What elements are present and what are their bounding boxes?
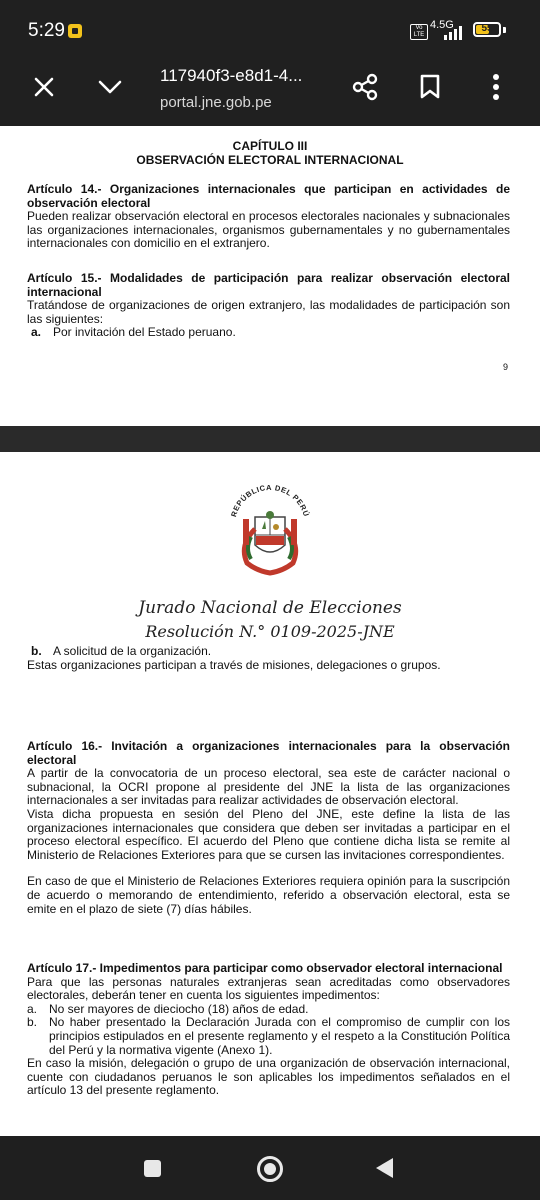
battery-icon xyxy=(473,22,501,37)
coat-of-arms-icon xyxy=(225,485,315,581)
seal-text: REPÚBLICA DEL PERÚ xyxy=(229,485,311,518)
network-type: 4.5G xyxy=(430,19,454,31)
list-item: a. Por invitación del Estado peruano. xyxy=(31,325,236,340)
article-17-closing: En caso la misión, delegación o grupo de una organización de observación internacional, cuente con ciudadanos peruanos le son aplicables los impedimentos señalados en el artículo 13 del presente reglamento. xyxy=(27,1056,510,1098)
more-options-button[interactable] xyxy=(476,67,516,107)
chapter-title: OBSERVACIÓN ELECTORAL INTERNACIONAL xyxy=(136,153,404,167)
chevron-down-icon xyxy=(97,78,123,96)
article-15-title: Artículo 15.- Modalidades de participación para realizar observación electoral internacional xyxy=(27,271,510,299)
status-time: 5:29 xyxy=(28,20,65,41)
share-button[interactable] xyxy=(345,67,385,107)
article-15-body: Tratándose de organizaciones de origen extranjero, las modalidades de participación son las siguientes: xyxy=(27,298,510,326)
close-button[interactable] xyxy=(24,67,64,107)
article-14-title: Artículo 14.- Organizaciones internacionales que participan en actividades de observación electoral xyxy=(27,182,510,210)
home-icon[interactable] xyxy=(257,1156,283,1182)
article-15-closing: Estas organizaciones participan a través de misiones, delegaciones o grupos. xyxy=(27,657,441,672)
article-17 xyxy=(27,962,510,1098)
article-17-body: Para que las personas naturales extranjeras sean acreditadas como observadores electorales, deberán tener en cuenta los siguientes impedimentos: xyxy=(27,974,510,1003)
list-item: a. No ser mayores de dieciocho (18) años de edad. xyxy=(27,1001,309,1016)
chapter-number: CAPÍTULO III xyxy=(232,139,308,153)
status-bar xyxy=(0,0,540,64)
article-15 xyxy=(27,272,510,340)
article-16-paragraph-3: En caso de que el Ministerio de Relaciones Exteriores requiera opinión para la suscripción de acuerdo o memorando de entendimiento, referido a observación electoral, esta se emite en el plazo de siete (7) días hábiles. xyxy=(27,874,510,916)
article-15-continued xyxy=(27,645,510,672)
article-14-body: Pueden realizar observación electoral en procesos electorales nacionales y subnacionales las organizaciones internacionales, organismos gubernamentales y no gubernamentales internacionales con domicilio en el extranjero. xyxy=(27,209,510,251)
article-16 xyxy=(27,740,510,916)
page-url: portal.jne.gob.pe xyxy=(160,94,272,111)
peru-coat-of-arms-logo xyxy=(0,485,540,586)
list-item: b. No haber presentado la Declaración Jurada con el compromiso de cumplir con los principios estipulados en el presente reglamento y el respeto a la Constitución Política del Perú y la normativa vigente (Anexo 1). xyxy=(27,1015,510,1057)
list-item: b. A solicitud de la organización. xyxy=(31,644,212,658)
article-16-title: Artículo 16.- Invitación a organizaciones internacionales para la observación electoral xyxy=(27,739,510,767)
pdf-page-9 xyxy=(0,126,540,426)
page-title: 117940f3-e8d1-4... xyxy=(160,66,303,85)
pdf-viewer[interactable] xyxy=(0,126,540,1136)
bookmark-button[interactable] xyxy=(410,67,450,107)
signal-icon xyxy=(444,26,466,40)
close-icon xyxy=(33,76,55,98)
minimize-button[interactable] xyxy=(90,67,130,107)
back-icon[interactable] xyxy=(376,1158,393,1178)
article-16-paragraph-2: Vista dicha propuesta en sesión del Pleno del JNE, este define la lista de las organizaciones internacionales que considera que deben ser invitadas a participar en el proceso electoral específico. El acuerdo del Pleno que contiene dicha lista se remite al Ministerio de Relaciones Exteriores para que se cursen las invitaciones correspondientes. xyxy=(27,806,510,862)
system-navigation-bar xyxy=(0,1136,540,1200)
article-16-paragraph-1: A partir de la convocatoria de un proceso electoral, sea este de carácter nacional o subnacional, la OCRI propone al presidente del JNE la lista de las organizaciones internacionales a ser invitadas para realizar actividades de observación electoral. xyxy=(27,766,510,808)
chapter-heading xyxy=(0,139,540,167)
institution-name: Jurado Nacional de Elecciones xyxy=(138,598,402,618)
article-17-title: Artículo 17.- Impedimentos para participar como observador electoral internacional xyxy=(27,961,503,975)
page-number: 9 xyxy=(502,362,508,372)
volte-icon: Vo LTE xyxy=(410,24,428,40)
resolution-number: Resolución N.° 0109-2025-JNE xyxy=(145,622,395,641)
article-14 xyxy=(27,183,510,251)
bookmark-icon xyxy=(419,74,441,100)
browser-toolbar xyxy=(0,64,540,126)
more-vert-icon xyxy=(492,73,500,101)
battery-level: 55 xyxy=(481,23,493,34)
notification-icon xyxy=(68,24,82,38)
share-icon xyxy=(351,73,379,101)
recents-icon[interactable] xyxy=(144,1160,161,1177)
pdf-page-10 xyxy=(0,452,540,1136)
